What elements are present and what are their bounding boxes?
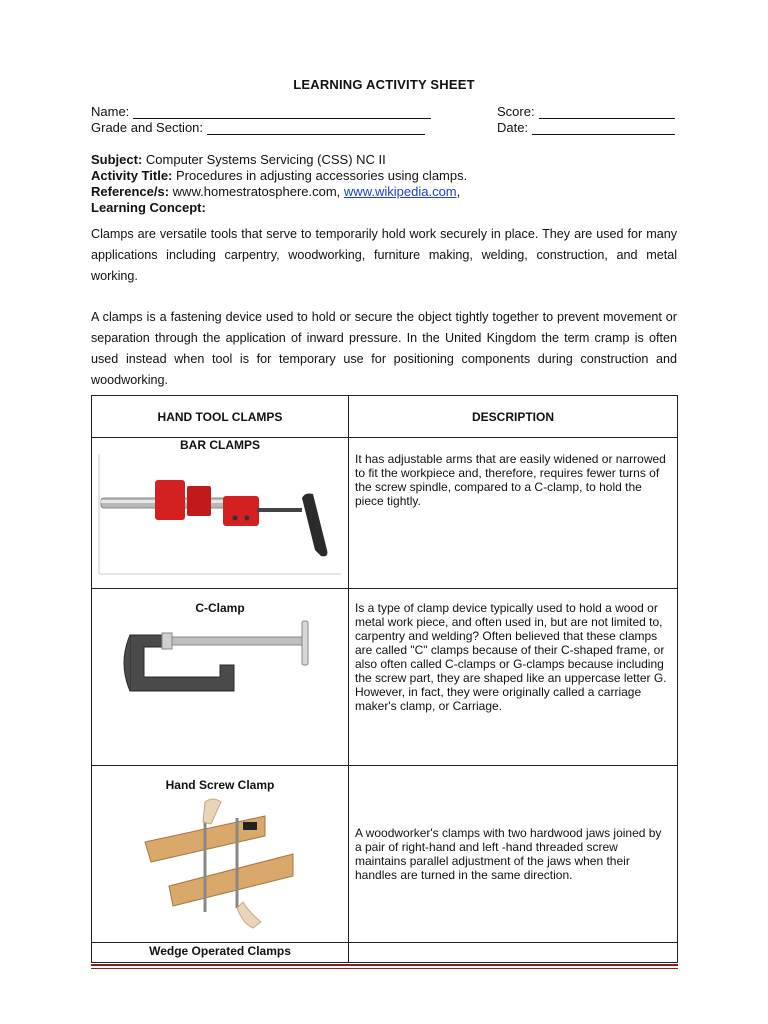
concept-label: Learning Concept: bbox=[91, 200, 206, 215]
tool-name: Hand Screw Clamp bbox=[165, 778, 275, 792]
reference-tail: , bbox=[456, 184, 461, 199]
sheet-title: LEARNING ACTIVITY SHEET bbox=[293, 77, 475, 92]
footer-rule-thin bbox=[91, 968, 678, 969]
c-clamp-image bbox=[110, 615, 330, 715]
reference-link[interactable]: www.wikipedia.com bbox=[343, 184, 457, 199]
grade-field bbox=[91, 120, 425, 135]
header-hand-tool: HAND TOOL CLAMPS bbox=[92, 396, 349, 438]
concept-line bbox=[91, 200, 206, 216]
header-description: DESCRIPTION bbox=[349, 396, 678, 438]
tool-name: Wedge Operated Clamps bbox=[149, 944, 291, 958]
tool-cell bbox=[92, 943, 349, 963]
score-label: Score: bbox=[497, 104, 535, 119]
tool-name: C-Clamp bbox=[195, 601, 245, 615]
grade-label: Grade and Section: bbox=[91, 120, 204, 135]
name-label: Name: bbox=[91, 104, 130, 119]
activity-line bbox=[91, 168, 467, 184]
description-cell: Is a type of clamp device typically used to hold a wood or metal work piece, and often used in, but are not limited to, carpentry and welding? Often believed that these clamps are called "C" clamps because of their C-shaped frame, or also often called C-clamps or G-clamps because including the screw part, they are shaped like an uppercase letter G. However, in fact, they were originally called a carriage maker's clamp, or Carriage. bbox=[349, 589, 678, 766]
reference-plain: www.homestratosphere.com, bbox=[172, 184, 341, 199]
clamps-table bbox=[91, 395, 678, 963]
name-field bbox=[91, 104, 431, 119]
score-blank[interactable] bbox=[539, 107, 675, 119]
activity-value: Procedures in adjusting accessories using clamps. bbox=[176, 168, 468, 183]
activity-label: Activity Title: bbox=[91, 168, 173, 183]
reference-label: Reference/s: bbox=[91, 184, 170, 199]
date-field bbox=[497, 120, 675, 135]
reference-line bbox=[91, 184, 460, 200]
date-blank[interactable] bbox=[532, 123, 675, 135]
tool-name: BAR CLAMPS bbox=[180, 438, 260, 452]
description-cell: A woodworker's clamps with two hardwood jaws joined by a pair of right-hand and left -hand threaded screw maintains parallel adjustment of the jaws when their handles are turned in the same direction. bbox=[349, 766, 678, 943]
footer-rule bbox=[91, 964, 678, 966]
tool-cell bbox=[92, 438, 349, 589]
bar-clamp-image bbox=[95, 452, 345, 576]
subject-value: Computer Systems Servicing (CSS) NC II bbox=[145, 152, 386, 167]
table-header-row bbox=[92, 396, 678, 438]
table-row bbox=[92, 438, 678, 589]
table-row bbox=[92, 943, 678, 963]
description-cell bbox=[349, 943, 678, 963]
grade-blank[interactable] bbox=[207, 123, 425, 135]
subject-line bbox=[91, 152, 386, 168]
hand-screw-clamp-image bbox=[125, 792, 315, 932]
table-row bbox=[92, 589, 678, 766]
definition-paragraph: A clamps is a fastening device used to hold or secure the object tightly together to prevent movement or separation through the application of inward pressure. In the United Kingdom the term cramp is often used instead when tool is for temporary use for positioning components during construction and woodworking. bbox=[91, 310, 677, 387]
subject-label: Subject: bbox=[91, 152, 143, 167]
table-row bbox=[92, 766, 678, 943]
intro-paragraph: Clamps are versatile tools that serve to temporarily hold work securely in place. They are used for many applications including carpentry, woodworking, furniture making, welding, construction, and metal working. bbox=[91, 227, 677, 283]
description-cell: It has adjustable arms that are easily widened or narrowed to fit the workpiece and, therefore, requires fewer turns of the screw spindle, compared to a C-clamp, to hold the piece tightly. bbox=[349, 438, 678, 589]
name-blank[interactable] bbox=[133, 107, 431, 119]
score-field bbox=[497, 104, 675, 119]
tool-cell bbox=[92, 766, 349, 943]
tool-cell bbox=[92, 589, 349, 766]
date-label: Date: bbox=[497, 120, 529, 135]
